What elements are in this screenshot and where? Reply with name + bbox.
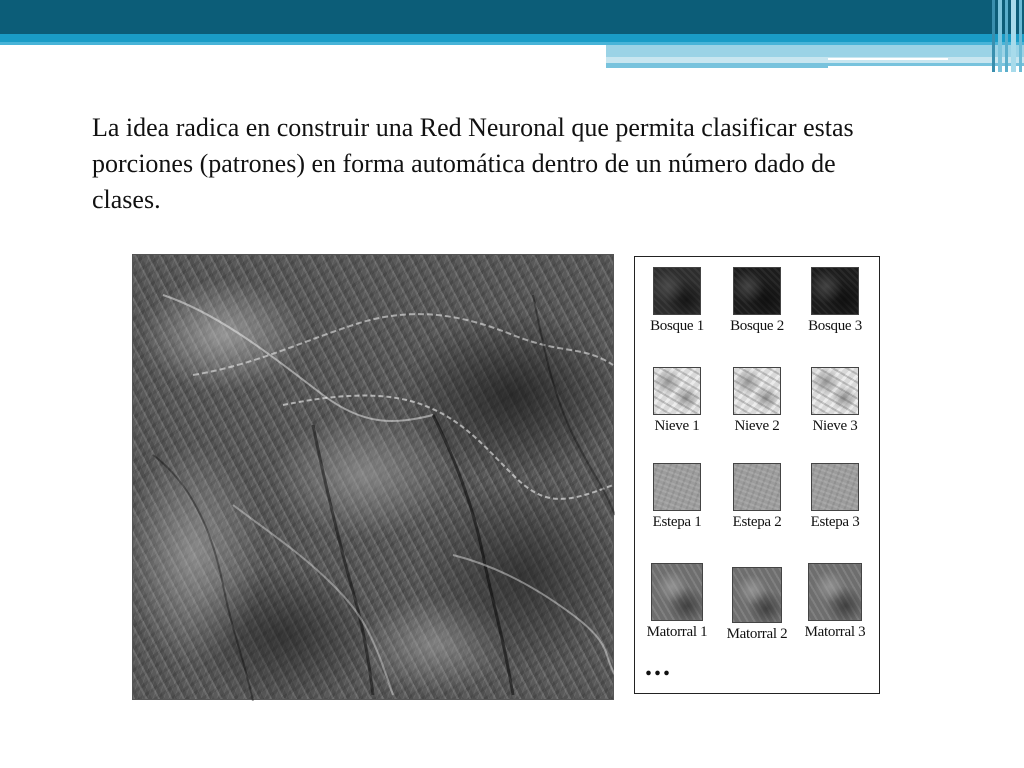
sample-bosque-3 <box>795 267 875 335</box>
sample-bosque-2 <box>717 267 797 335</box>
sample-label: Matorral 2 <box>726 626 788 642</box>
header-stripe <box>1019 0 1022 72</box>
sample-thumbnail <box>653 267 701 315</box>
sample-thumbnail <box>811 463 859 511</box>
sample-label: Nieve 3 <box>812 418 858 434</box>
sample-thumbnail <box>653 463 701 511</box>
sample-nieve-2 <box>717 367 797 435</box>
slide-body-text: La idea radica en construir una Red Neuronal que permita clasificar estas porciones (patrones) en forma automática dentro de un número dado de clases. <box>92 113 854 214</box>
aerial-terrain-image <box>132 254 614 700</box>
sample-matorral-2 <box>717 567 797 643</box>
sample-estepa-3 <box>795 463 875 531</box>
sample-nieve-1 <box>637 367 717 435</box>
slide-header-band <box>0 0 1024 72</box>
sample-label: Nieve 1 <box>654 418 700 434</box>
satellite-figure <box>132 254 884 700</box>
sample-label: Bosque 1 <box>650 318 704 334</box>
terrain-ridges <box>133 255 615 701</box>
header-highlight-line <box>828 58 948 60</box>
sample-label: Estepa 2 <box>732 514 782 530</box>
sample-label: Bosque 2 <box>730 318 784 334</box>
sample-label: Nieve 2 <box>734 418 780 434</box>
sample-label: Bosque 3 <box>808 318 862 334</box>
sample-bosque-1 <box>637 267 717 335</box>
header-tail-band <box>606 45 1024 57</box>
sample-thumbnail <box>733 463 781 511</box>
sample-label: Estepa 3 <box>810 514 860 530</box>
sample-matorral-1 <box>637 563 717 641</box>
sample-nieve-3 <box>795 367 875 435</box>
header-stripe <box>1011 0 1016 72</box>
header-stripe <box>998 0 1002 72</box>
header-dark-band <box>0 0 1024 34</box>
sample-estepa-1 <box>637 463 717 531</box>
sample-thumbnail <box>733 367 781 415</box>
sample-matorral-3 <box>795 563 875 641</box>
sample-estepa-2 <box>717 463 797 531</box>
header-stripe <box>992 0 995 72</box>
sample-label: Matorral 1 <box>646 624 708 640</box>
sample-thumbnail <box>808 563 862 621</box>
sample-thumbnail <box>653 367 701 415</box>
sample-label: Estepa 1 <box>652 514 702 530</box>
sample-label: Matorral 3 <box>804 624 866 640</box>
sample-thumbnail <box>733 267 781 315</box>
class-samples-panel <box>634 256 880 694</box>
sample-thumbnail <box>811 267 859 315</box>
header-stripe <box>1005 0 1008 72</box>
sample-thumbnail <box>811 367 859 415</box>
more-classes-ellipsis: ... <box>645 651 672 682</box>
sample-thumbnail <box>732 567 782 623</box>
sample-thumbnail <box>651 563 703 621</box>
header-mid-band <box>0 34 1024 42</box>
